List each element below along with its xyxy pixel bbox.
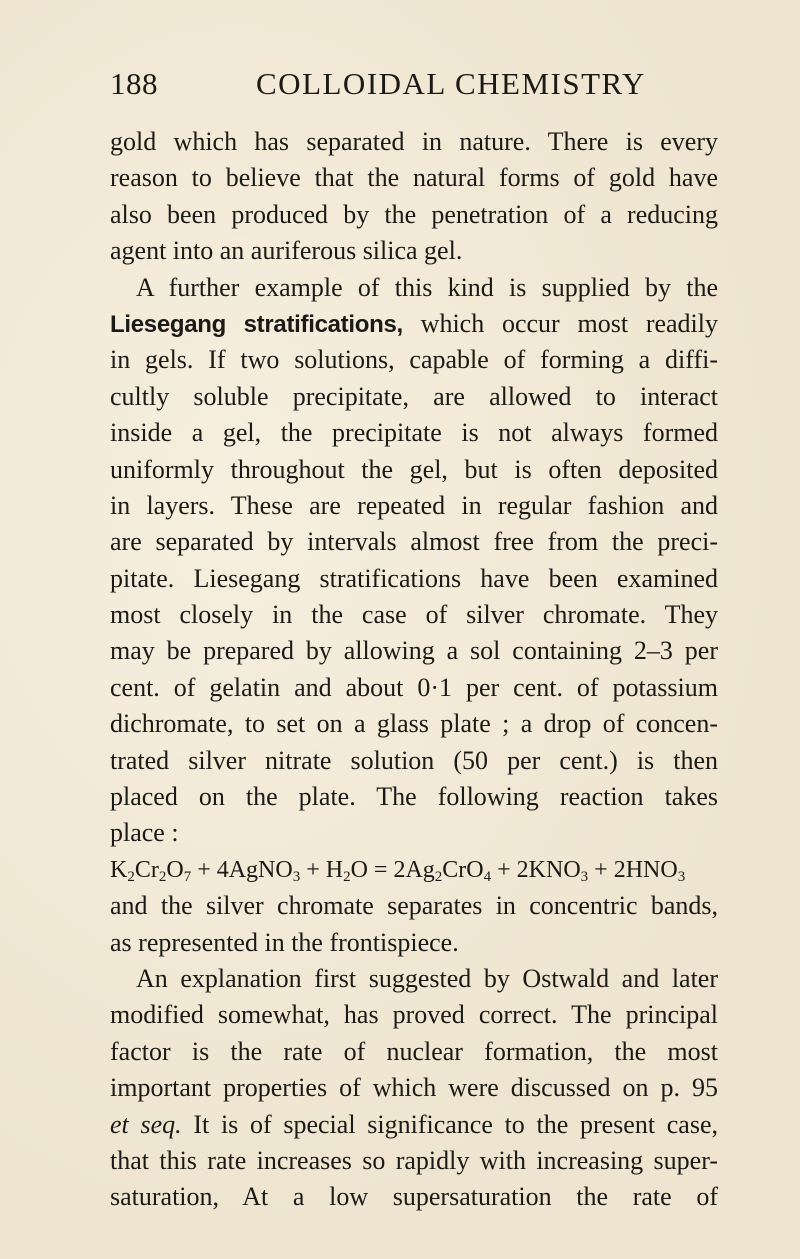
text-line: pitate. Liesegang stratifications have been examined [110,563,718,593]
eq-part: O = 2Ag [350,856,435,883]
eq-part: + 2KNO [491,856,581,883]
text-line: that this rate increases so rapidly with increasing super- [110,1145,718,1175]
eq-sub: 3 [292,868,301,885]
text-line: An explanation first suggested by Ostwald and later [136,963,718,993]
text-line: saturation, At a low supersaturation the rate of [110,1182,718,1212]
text-line: trated silver nitrate solution (50 per cent.) is then [110,745,718,775]
eq-part: CrO [442,856,484,883]
text-line: inside a gel, the precipitate is not always formed [110,418,718,448]
eq-part: Cr [134,856,159,883]
eq-sub: 7 [183,868,192,885]
text-line [110,1107,718,1143]
eq-part: K [110,856,128,883]
text-line: cent. of gelatin and about 0·1 per cent. of potassium [110,672,718,702]
text-line: agent into an auriferous silica gel. [110,236,463,266]
text-line: uniformly throughout the gel, but is often deposited [110,454,718,484]
eq-sub: 2 [434,868,443,885]
eq-sub: 4 [483,868,492,885]
eq-part: + H [300,856,344,883]
text-line: gold which has separated in nature. There is every [110,127,718,156]
page-header [110,66,710,106]
text-line: factor is the rate of nuclear formation, the most [110,1036,718,1066]
body-text [110,124,718,1216]
text-line: dichromate, to set on a glass plate ; a drop of concen- [110,709,718,739]
text-span: which occur most readily [402,308,719,338]
page-number: 188 [110,66,158,101]
text-line: in gels. If two solutions, capable of forming a diffi- [110,345,718,375]
text-line: in layers. These are repeated in regular fashion and [110,490,718,520]
text-line: also been produced by the penetration of a reducing [110,199,718,229]
text-line: placed on the plate. The following reaction takes [110,782,718,812]
italic-phrase: et seq. [110,1109,182,1139]
text-line: may be prepared by allowing a sol containing 2–3 per [110,636,718,666]
chemical-equation [110,852,718,888]
eq-sub: 3 [580,868,589,885]
text-line: place : [110,818,179,848]
eq-sub: 2 [343,868,351,885]
eq-part: O [166,856,184,883]
running-head: COLLOIDAL CHEMISTRY [256,66,646,101]
text-line: and the silver chromate separates in concentric bands, [110,891,718,921]
eq-sub: 2 [158,868,167,885]
eq-sub: 2 [127,868,135,885]
text-line [110,306,718,342]
text-line: cultly soluble precipitate, are allowed to interact [110,381,718,411]
text-line: as represented in the frontispiece. [110,927,459,957]
eq-sub: 3 [677,868,686,885]
text-line: are separated by intervals almost free from the preci- [110,527,718,557]
eq-part: + 2HNO [588,856,678,883]
bold-term: Liesegang stratifications, [110,310,403,338]
eq-part: + 4AgNO [191,856,293,883]
text-line: modified somewhat, has proved correct. The principal [110,1000,718,1030]
text-line: important properties of which were discussed on p. 95 [110,1073,718,1103]
text-line: most closely in the case of silver chromate. They [110,600,718,630]
text-line: A further example of this kind is supplied by the [136,272,718,302]
text-line: reason to believe that the natural forms of gold have [110,163,718,193]
text-span: It is of special significance to the present case, [181,1109,719,1139]
